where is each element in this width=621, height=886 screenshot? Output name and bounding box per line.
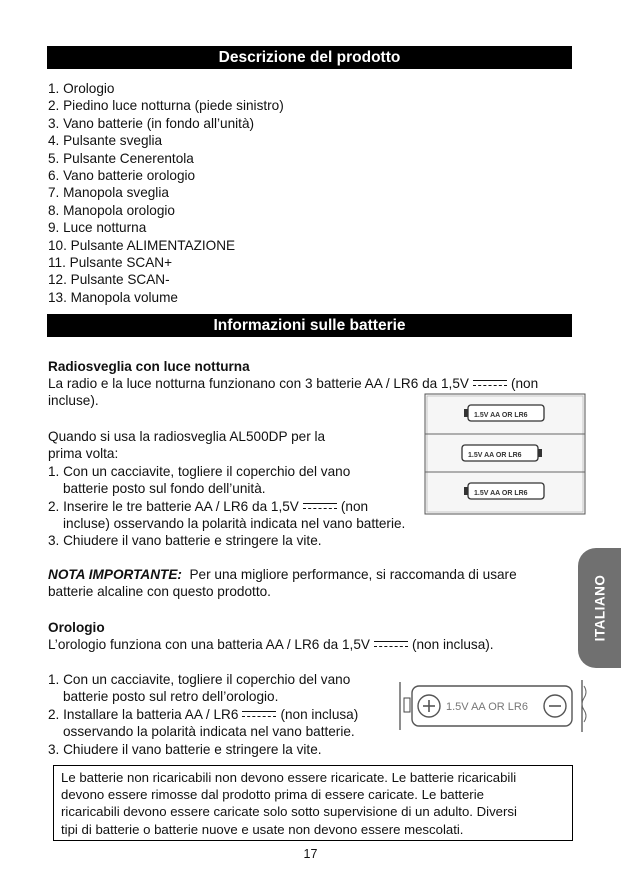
- clock-intro: [48, 636, 494, 653]
- radio-step-2-b: (non: [340, 498, 369, 514]
- section-title-batteries: Informazioni sulle batterie: [47, 314, 572, 337]
- dc-symbol-icon: [303, 502, 337, 512]
- list-item: 13. Manopola volume: [48, 289, 178, 305]
- page-number: 17: [303, 847, 318, 861]
- radio-step-2: 2. Inserire le tre batterie AA / LR6 da 1,5V: [48, 498, 299, 514]
- list-item: 2. Piedino luce notturna (piede sinistro): [48, 98, 284, 114]
- warning-line-4: tipi di batterie o batterie nuove e usate non devono essere mescolati.: [61, 821, 464, 837]
- first-use-line-1: Quando si usa la radiosveglia AL500DP per la: [48, 429, 326, 444]
- clock-step-2: 2. Installare la batteria AA / LR6: [48, 706, 239, 722]
- battery-icon: [462, 445, 542, 461]
- radio-step-1: 1. Con un cacciavite, togliere il coperchio del vano: [48, 463, 351, 479]
- list-item: 5. Pulsante Cenerentola: [48, 150, 194, 166]
- radio-intro-text-2: (non: [510, 376, 539, 391]
- dc-symbol-icon: [374, 640, 408, 650]
- radio-step-3: 3. Chiudere il vano batterie e stringere la vite.: [48, 533, 322, 549]
- clock-intro-text: L’orologio funziona con una batteria AA / LR6 da 1,5V: [48, 637, 370, 652]
- clock-step-2-b: (non inclusa): [280, 706, 359, 722]
- radio-intro-text: La radio e la luce notturna funzionano con 3 batterie AA / LR6 da 1,5V: [48, 376, 469, 391]
- list-item: 1. Orologio: [48, 81, 115, 96]
- battery-compartment-illustration: [424, 392, 586, 517]
- radio-first-use: [48, 428, 405, 550]
- list-item: 3. Vano batterie (in fondo all’unità): [48, 115, 255, 131]
- list-item: 8. Manopola orologio: [48, 202, 175, 218]
- list-item: 11. Pulsante SCAN+: [48, 255, 173, 271]
- clock-step-1: 1. Con un cacciavite, togliere il coperchio del vano: [48, 672, 351, 687]
- list-item: 12. Pulsante SCAN-: [48, 272, 170, 288]
- list-item: 4. Pulsante sveglia: [48, 133, 163, 149]
- clock-steps: [48, 671, 358, 758]
- dc-symbol-icon: [242, 710, 276, 720]
- list-item: 7. Manopola sveglia: [48, 185, 169, 201]
- first-use-line-2: prima volta:: [48, 446, 119, 462]
- warning-line-3: ricaricabili devono essere caricate solo sotto supervisione di un adulto. Diversi: [61, 804, 517, 820]
- warning-line-1: Le batterie non ricaricabili non devono essere ricaricate. Le batterie ricaricabili: [61, 770, 517, 785]
- radio-intro-text-3: incluse).: [48, 393, 99, 409]
- battery-label: 1.5V AA OR LR6: [468, 452, 522, 459]
- battery-label: 1.5V AA OR LR6: [474, 490, 528, 497]
- clock-step-1-cont: batterie posto sul retro dell’orologio.: [63, 689, 279, 705]
- clock-step-3: 3. Chiudere il vano batterie e stringere la vite.: [48, 741, 322, 757]
- language-tab: [578, 548, 621, 668]
- clock-step-2-cont: osservando la polarità indicata nel vano batterie.: [63, 724, 355, 740]
- note-label: NOTA IMPORTANTE:: [48, 567, 182, 582]
- list-item: 6. Vano batterie orologio: [48, 168, 196, 184]
- battery-icon: [464, 483, 544, 499]
- list-item: 10. Pulsante ALIMENTAZIONE: [48, 237, 236, 253]
- note-text-2: batterie alcaline con questo prodotto.: [48, 584, 271, 600]
- list-item: 9. Luce notturna: [48, 220, 147, 236]
- radio-heading: Radiosveglia con luce notturna: [48, 359, 250, 374]
- dc-symbol-icon: [473, 379, 507, 389]
- warning-line-2: devono essere rimosse dal prodotto prima di essere caricate. Le batterie: [61, 787, 484, 803]
- battery-label: 1.5V AA OR LR6: [446, 701, 528, 713]
- clock-intro-text-2: (non inclusa).: [411, 637, 494, 652]
- language-tab-label: ITALIANO: [592, 574, 607, 642]
- product-parts-list: [48, 80, 284, 306]
- clock-battery-illustration: [398, 678, 590, 734]
- section-title-product: Descrizione del prodotto: [47, 46, 572, 69]
- battery-icon: [464, 405, 544, 421]
- battery-warning-box: [53, 765, 573, 841]
- radio-step-2-cont: incluse) osservando la polarità indicata nel vano batterie.: [63, 516, 406, 532]
- battery-label: 1.5V AA OR LR6: [474, 412, 528, 419]
- clock-heading: Orologio: [48, 620, 105, 635]
- radio-step-1-cont: batterie posto sul fondo dell’unità.: [63, 481, 266, 497]
- note-text: Per una migliore performance, si raccomanda di usare: [189, 567, 517, 582]
- important-note: [48, 566, 578, 601]
